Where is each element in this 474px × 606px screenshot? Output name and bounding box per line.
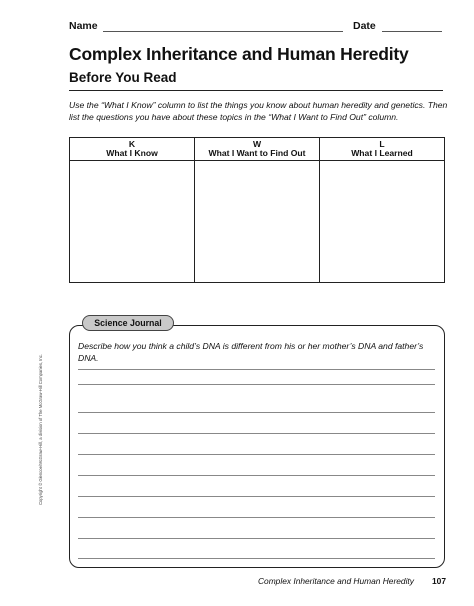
kwl-letter: W (252, 138, 262, 149)
kwl-column-want (194, 138, 319, 282)
kwl-label: What I Know (106, 148, 158, 158)
writing-line[interactable] (78, 538, 435, 539)
copyright-notice: Copyright © Glencoe/McGraw-Hill, a division of The McGraw-Hill Companies, Inc. (38, 353, 43, 505)
section-heading: Before You Read (69, 70, 177, 85)
name-field-line[interactable] (103, 31, 343, 32)
kwl-letter: K (128, 138, 136, 149)
kwl-label: What I Want to Find Out (208, 148, 306, 158)
writing-line[interactable] (78, 384, 435, 385)
date-label: Date (353, 20, 376, 32)
instructions-text: Use the “What I Know” column to list the things you know about human heredity and genetics. Then list the questions you have about these topics in the “What I Want to Find Out” column. (69, 100, 448, 122)
date-field-line[interactable] (382, 31, 442, 32)
kwl-column-know (70, 138, 194, 282)
kwl-header-want (195, 138, 319, 161)
kwl-label: What I Learned (351, 148, 413, 158)
kwl-cell-learned[interactable] (320, 161, 444, 282)
writing-line[interactable] (78, 496, 435, 497)
kwl-header-learned (320, 138, 444, 161)
writing-line[interactable] (78, 433, 435, 434)
kwl-column-learned (319, 138, 444, 282)
heading-divider (69, 90, 443, 91)
kwl-header-know (70, 138, 194, 161)
writing-line[interactable] (78, 454, 435, 455)
kwl-table (69, 137, 445, 283)
name-label: Name (69, 20, 98, 32)
writing-line[interactable] (78, 412, 435, 413)
page-number: 107 (432, 576, 446, 586)
science-journal-tab: Science Journal (82, 315, 174, 331)
footer-chapter-title: Complex Inheritance and Human Heredity (258, 576, 414, 586)
writing-line[interactable] (78, 558, 435, 559)
journal-prompt: Describe how you think a child’s DNA is different from his or her mother’s DNA and father’s DNA. (78, 341, 424, 363)
writing-line[interactable] (78, 369, 435, 370)
page-title: Complex Inheritance and Human Heredity (69, 44, 409, 64)
kwl-cell-want[interactable] (195, 161, 319, 282)
kwl-cell-know[interactable] (70, 161, 194, 282)
writing-line[interactable] (78, 475, 435, 476)
writing-line[interactable] (78, 517, 435, 518)
kwl-letter: L (379, 138, 385, 149)
